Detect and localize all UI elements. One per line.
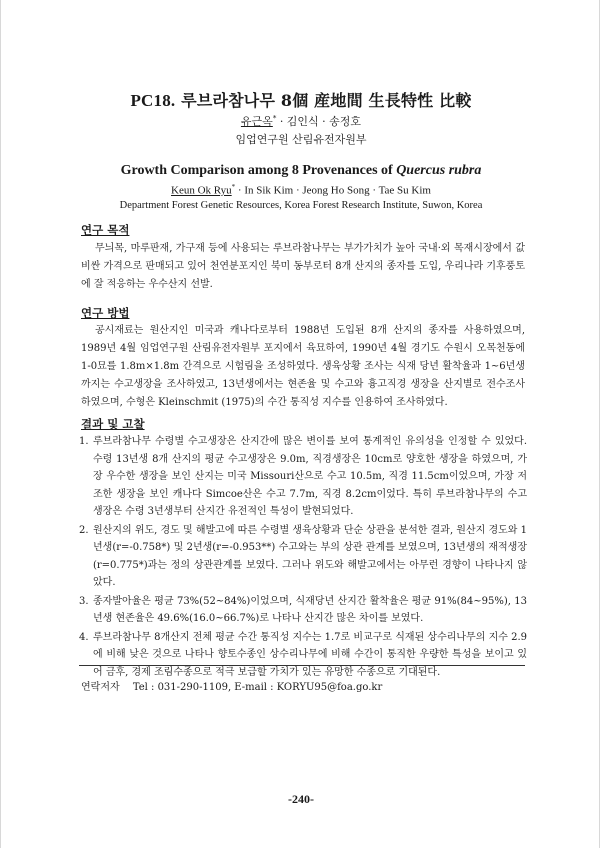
results-list: [79, 433, 527, 682]
result-item: [79, 629, 527, 682]
korean-affiliation: 임업연구원 산림유전자원부: [235, 133, 367, 146]
corresponding-mark-en: *: [231, 183, 236, 191]
result-text: 원산지의 위도, 경도 및 해발고에 따른 수령별 생육상황과 단순 상관을 분석한 결과, 원산지 경도와 1년생(r=-0.758*) 및 2년생(r=-0.953**) 수고와는 부의 상관 관계를 보였으며, 13년생의 재적생장(r=0.775*)과는 정의 상관관계를 보였다. 그러나 위도와 해발고에서는 아무런 경향이 나타나지 않았다.: [93, 524, 527, 588]
result-text: 루브라참나무 수령별 수고생장은 산지간에 많은 변이를 보여 통계적인 유의성을 인정할 수 있었다. 수령 13년생 8개 산지의 평균 수고생장은 9.0m, 직경생장은 10cm로 양호한 생장을 하였으며, 가장 우수한 생장을 보인 산지는 미국 Missouri산으로 수고 10.5m, 직경 11.5cm이었으며, 가장 저조한 생장을 보인 캐나다 Simcoe산은 수고 7.7m, 직경 8.2cm이었다. 특히 루브라참나무의 수고생장은 수령 3년생부터 산지간 유전적인 특성이 발현되었다.: [93, 436, 527, 517]
contact-label: 연락저자: [81, 682, 120, 693]
english-authors: [1, 183, 600, 197]
result-number: 1.: [79, 436, 89, 447]
result-number: 2.: [79, 524, 89, 536]
species-name: Quercus rubra: [396, 163, 482, 178]
purpose-heading: 연구 목적: [81, 223, 130, 237]
coauthors-ko: · 김인식 · 송정호: [279, 115, 362, 128]
result-item: [79, 593, 527, 628]
result-number: 4.: [79, 631, 89, 643]
contact-line: [81, 678, 382, 693]
korean-title: [1, 88, 600, 111]
korean-authors: [1, 113, 600, 129]
english-title: [1, 163, 600, 179]
corresponding-mark-ko: *: [272, 114, 277, 123]
result-item: [79, 522, 527, 592]
methods-text: 공시재료는 원산지인 미국과 캐나다로부터 1988년 도입된 8개 산지의 종자를 사용하였으며, 1989년 4월 임업연구원 산림유전자원부 포지에서 육묘하여, 1990년 4월 경기도 수원시 오목천동에 1-0묘를 1.8m×1.8m 간격으로 시험림을 조성하였다. 생육상황 조사는 식재 당년 활착율과 1~6년생까지는 수고생장을 조사하였고, 13년생에서는 현존율 및 수고와 흉고직경 생장을 산지별로 전수조사 하였으며, 수형은 Kleinschmit (1975)의 수간 통직성 지수를 인용하여 조사하였다.: [81, 325, 525, 408]
result-text: 루브라참나무 8개산지 전체 평균 수간 통직성 지수는 1.7로 비교구로 식재된 상수리나무의 지수 2.9에 비해 낮은 것으로 나타나 향토수종인 상수리나무에 비해 수간이 통직한 우량한 특성을 보이고 있어 금후, 경제 조림수종으로 적극 보급할 가치가 있는 유망한 수종으로 기대된다.: [93, 631, 527, 678]
english-title-main: Growth Comparison among 8 Provenances of: [120, 163, 397, 178]
result-item: [79, 433, 527, 521]
korean-title-text: 루브라참나무 8個 産地間 生長特性 比較: [181, 91, 472, 110]
result-text: 종자발아율은 평균 73%(52~84%)이었으며, 식재당년 산지간 활착율은 평균 91%(84~95%), 13년생 현존율은 49.6%(16.0~66.7%)로 나타나 산지간 많은 차이를 보였다.: [93, 595, 527, 624]
result-number: 3.: [79, 595, 89, 607]
english-affiliation: Department Forest Genetic Resources, Korea Forest Research Institute, Suwon, Korea: [119, 200, 483, 211]
page-number: -240-: [288, 792, 314, 806]
footer-divider: [79, 665, 525, 666]
coauthors-en: · In Sik Kim · Jeong Ho Song · Tae Su Kim: [237, 184, 431, 197]
methods-heading: 연구 방법: [81, 306, 130, 320]
results-heading: 결과 및 고찰: [81, 417, 145, 431]
purpose-text: 무늬목, 마루판재, 가구재 등에 사용되는 루브라참나무는 부가가치가 높아 국내·외 목재시장에서 값 비싼 가격으로 판매되고 있어 천연분포지인 북미 동부로터 8개 산지의 종자를 도입, 우리나라 기후풍토에 잘 적응하는 우수산지 선발.: [81, 243, 525, 290]
contact-details: Tel : 031-290-1109, E-mail : KORYU95@foa.go.kr: [132, 682, 383, 693]
corresponding-author-en: Keun Ok Ryu: [171, 184, 232, 197]
corresponding-author-ko: 유근옥: [240, 115, 273, 128]
abstract-code: PC18.: [130, 91, 176, 110]
